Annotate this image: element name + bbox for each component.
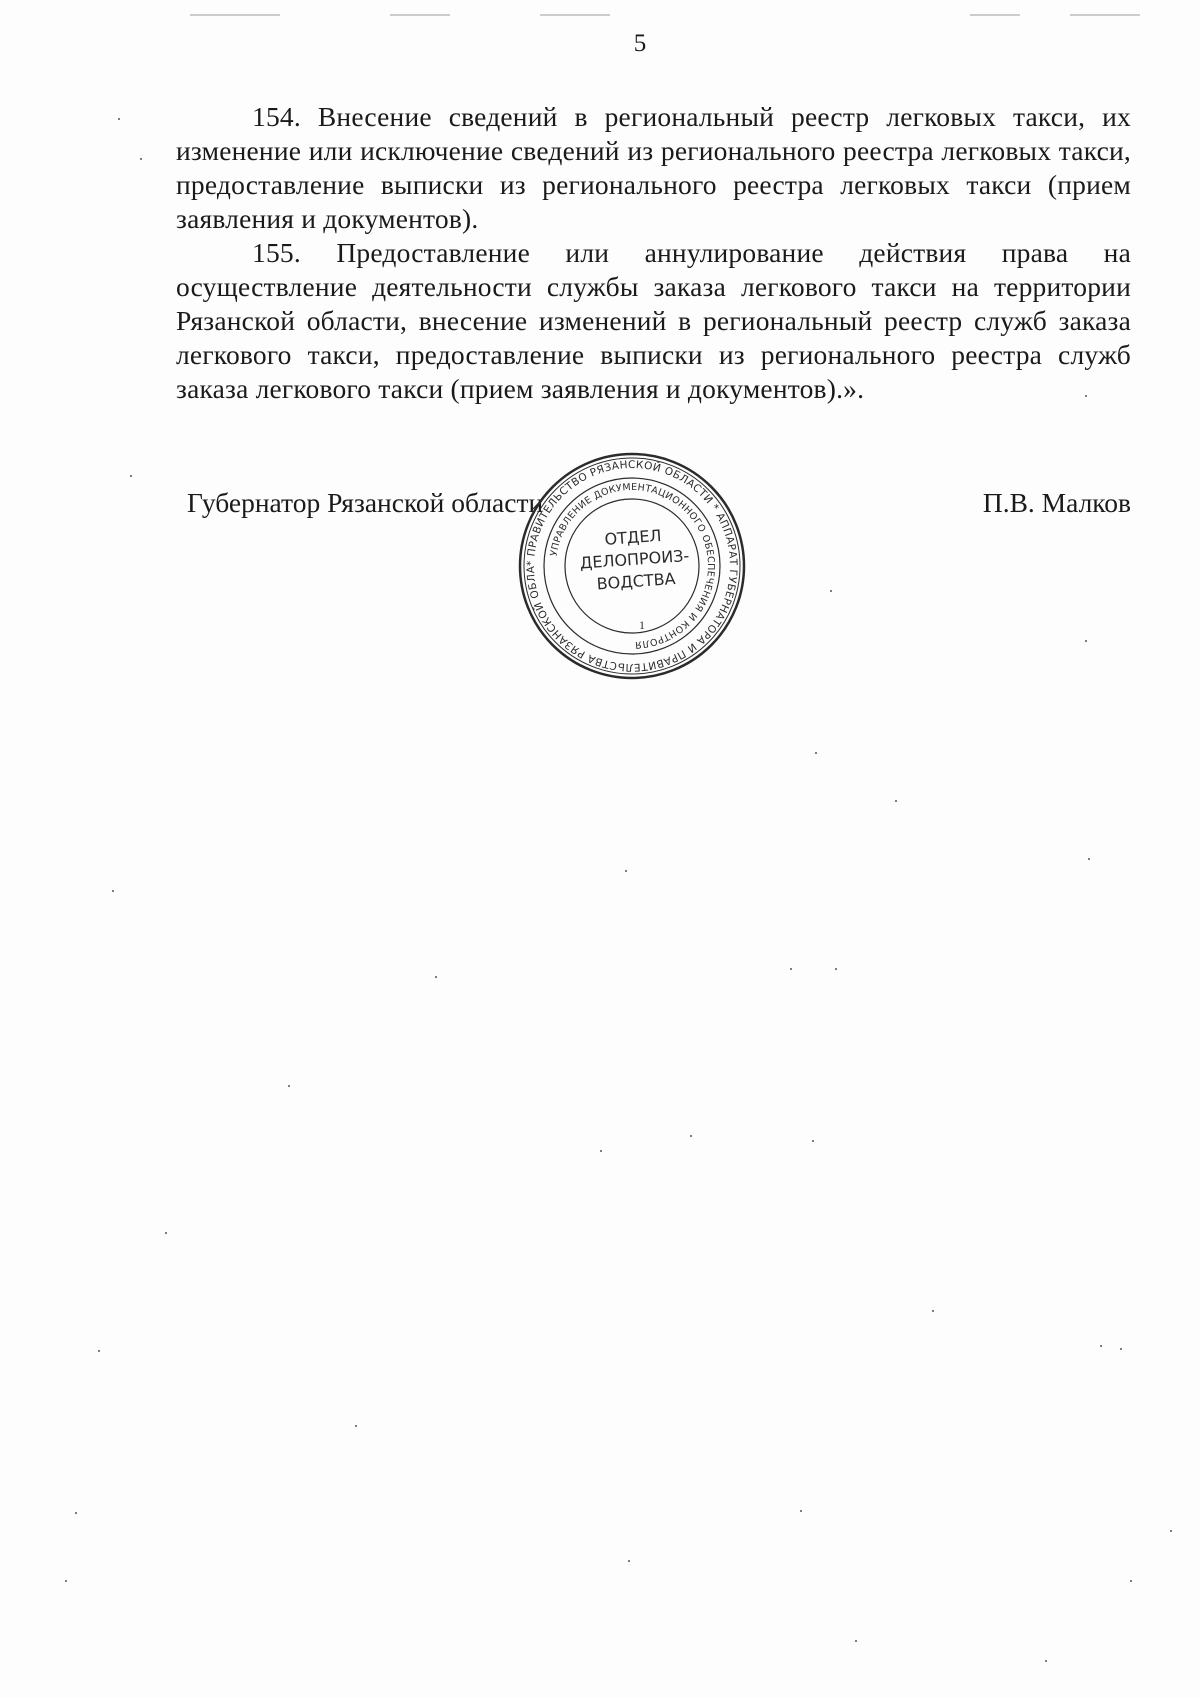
document-body	[176, 100, 1131, 406]
scan-speck	[130, 475, 132, 477]
scan-speck	[98, 1350, 100, 1352]
scan-speck	[815, 752, 817, 754]
scan-speck	[625, 870, 627, 872]
scan-speck	[1088, 858, 1090, 860]
scan-speck	[1130, 1580, 1132, 1582]
seal-outer-text: * ПРАВИТЕЛЬСТВО РЯЗАНСКОЙ ОБЛАСТИ * АППАРАТ ГУБЕРНАТОРА И ПРАВИТЕЛЬСТВА РЯЗАНСКОЙ ОБЛА	[524, 458, 740, 674]
scan-artifact	[970, 14, 1020, 16]
scan-speck	[628, 1560, 630, 1562]
scan-speck	[800, 1510, 802, 1512]
scan-artifact	[540, 14, 610, 16]
scan-speck	[1045, 1660, 1047, 1662]
paragraph-155: 155. Предоставление или аннулирование действия права на осуществление деятельности службы заказа легкового такси на территории Рязанской области, внесение изменений в региональный реестр служб заказа легкового такси, предоставление выписки из регионального реестра служб заказа легкового такси (прием заявления и документов).».	[176, 237, 1131, 404]
scan-speck	[435, 976, 437, 978]
scan-speck	[1085, 395, 1087, 397]
seal-graphic	[517, 451, 747, 681]
signatory-name: П.В. Малков	[982, 487, 1131, 518]
scan-artifact	[1070, 14, 1140, 16]
seal-center-line-3: ВОДСТВА	[596, 569, 677, 594]
scan-speck	[118, 118, 120, 120]
seal-center-line-2: ДЕЛОПРОИЗ-	[579, 546, 690, 573]
scan-speck	[812, 1140, 814, 1142]
scan-speck	[932, 1310, 934, 1312]
official-seal	[517, 451, 747, 681]
scan-speck	[895, 800, 897, 802]
seal-center-line-1: ОТДЕЛ	[603, 525, 663, 549]
scan-speck	[112, 890, 114, 892]
scan-speck	[855, 1640, 857, 1642]
scan-speck	[288, 1085, 290, 1087]
scan-speck	[830, 590, 832, 592]
scan-speck	[690, 1135, 692, 1137]
scan-speck	[140, 158, 142, 160]
scan-artifact	[190, 14, 280, 16]
paragraph-154: 154. Внесение сведений в региональный реестр легковых такси, их изменение или исключение сведений из регионального реестра легковых такси, предоставление выписки из регионального реестра легковых такси (прием заявления и документов).	[176, 101, 1131, 234]
seal-inner-text: УПРАВЛЕНИЕ ДОКУМЕНТАЦИОННОГО ОБЕСПЕЧЕНИЯ И КОНТРОЛЯ	[548, 481, 717, 651]
scan-speck	[600, 1150, 602, 1152]
scan-speck	[835, 968, 837, 970]
signatory-position: Губернатор Рязанской области	[187, 487, 544, 518]
page-number: 5	[633, 30, 647, 57]
seal-number: 1	[639, 618, 645, 632]
scan-speck	[1120, 1348, 1122, 1350]
scan-speck	[165, 1232, 167, 1234]
scan-speck	[1170, 1530, 1172, 1532]
scan-speck	[790, 968, 792, 970]
scan-speck	[355, 1425, 357, 1427]
scan-speck	[65, 1580, 67, 1582]
scan-speck	[75, 1512, 77, 1514]
scan-speck	[1085, 640, 1087, 642]
scan-speck	[1100, 1345, 1102, 1347]
scan-artifact	[390, 14, 450, 16]
